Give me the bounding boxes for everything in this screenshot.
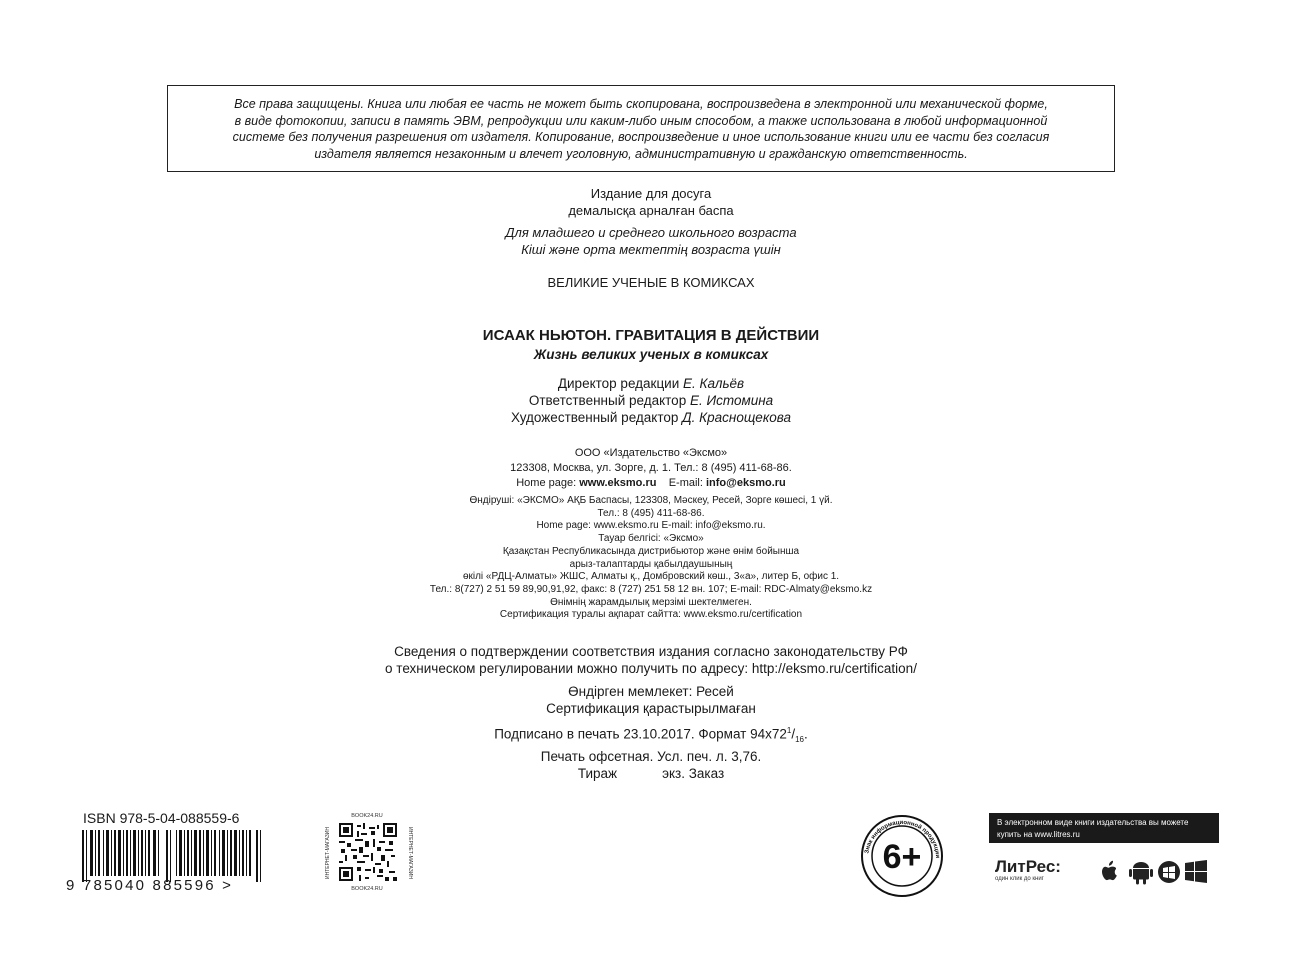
age-rating-badge [852, 810, 952, 898]
litres-promo[interactable] [989, 813, 1219, 893]
litres-banner [989, 813, 1219, 843]
publisher-contacts: Home page: www.eksmo.ru E-mail: info@eksmo.ru [516, 477, 786, 489]
age-group [0, 225, 1302, 258]
age-rating-label: 6+ [882, 838, 922, 876]
origin-country: Өндірген мемлекет: Ресей [568, 684, 734, 699]
kz-line: Home page: www.eksmo.ru E-mail: info@eksmo.ru. [536, 520, 766, 532]
qr-top-label: BOOK24.RU [351, 813, 383, 819]
kz-line: Өнімнің жарамдылық мерзімі шектелмеген. [550, 596, 752, 608]
notice-line: в виде фотокопии, записи в память ЭВМ, репродукции или каким-либо иным способом, а также использована в любой информационной [234, 113, 1048, 128]
qr-bottom-label: BOOK24.RU [351, 886, 383, 892]
kz-line: Сертификация туралы ақпарат сайтта: www.eksmo.ru/certification [499, 609, 803, 621]
credit-line: Художественный редактор Д. Краснощекова [511, 410, 791, 425]
qr-code-icon[interactable] [339, 822, 397, 882]
barcode-icon [82, 830, 262, 882]
edition-ru: Издание для досуга [590, 186, 712, 201]
litres-banner-line: купить на www.litres.ru [997, 830, 1080, 839]
publisher-name: ООО «Издательство «Эксмо» [574, 447, 728, 459]
edition-type [0, 186, 1302, 219]
age-ru: Для младшего и среднего школьного возраста [505, 225, 797, 240]
compliance-line: о техническом регулировании можно получить по адресу: http://eksmo.ru/certification/ [385, 661, 917, 676]
email-link: info@eksmo.ru [705, 477, 786, 489]
age-ring-text: Знак информационной продукции [864, 819, 941, 859]
litres-logo[interactable]: ЛитРес: [995, 857, 1061, 876]
isbn-label: ISBN 978-5-04-088559-6 [83, 810, 240, 826]
compliance-line: Сведения о подтверждении соответствия издания согласно законодательству РФ [394, 644, 908, 659]
print-run: Тираж экз. Заказ [577, 766, 725, 782]
kz-publisher-block [0, 495, 1302, 622]
age-kz: Кіші және орта мектептің возраста үшін [521, 241, 781, 257]
kz-line: өкілі «РДЦ-Алматы» ЖШС, Алматы қ., Домбровский көш., 3«а», литер Б, офис 1. [462, 571, 840, 583]
credits [0, 375, 1302, 426]
kz-line: Өндіруші: «ЭКСМО» АҚБ Баспасы, 123308, Мәскеу, Ресей, Зорге көшесі, 1 үй. [469, 495, 833, 506]
kz-line: Тауар белгісі: «Эксмо» [598, 533, 704, 545]
qr-block[interactable] [322, 810, 412, 894]
android-icon [1129, 862, 1153, 885]
book-title-block [0, 326, 1302, 364]
notice-line: Все права защищены. Книга или любая ее часть не может быть скопирована, воспроизведена в электронной или механической форме, [234, 97, 1048, 111]
edition-kz: демалысқа арналған баспа [568, 202, 734, 218]
notice-line: издателя является незаконным и влечет уголовную, административную и гражданскую ответственность. [314, 146, 968, 161]
kz-line: Тел.: 8 (495) 411-68-86. [597, 507, 705, 519]
litres-banner-line: В электронном виде книги издательства вы можете [997, 818, 1189, 827]
credit-line: Ответственный редактор Е. Истомина [528, 393, 774, 408]
compliance-info [0, 643, 1302, 677]
print-info [0, 722, 1302, 782]
apple-icon [1102, 861, 1117, 880]
windows-icon [1185, 860, 1207, 883]
windows-phone-icon [1158, 861, 1180, 883]
publisher-info [0, 446, 1302, 491]
notice-line: системе без получения разрешения от издателя. Копирование, воспроизведение и иное использование книги или ее части без согласия [232, 130, 1050, 144]
kz-line: Қазақстан Республикасында дистрибьютор және өнім бойынша [502, 545, 800, 557]
qr-side-label: ИНТЕРНЕТ-МАГАЗИН [324, 827, 331, 879]
barcode-digits: 9 785040 885596 > [66, 877, 234, 894]
credit-line: Директор редакции Е. Кальёв [557, 376, 745, 391]
litres-tagline: один клик до книг [995, 876, 1044, 882]
copyright-notice [167, 85, 1115, 172]
publisher-address: 123308, Москва, ул. Зорге, д. 1. Тел.: 8 (495) 411-68-86. [510, 462, 792, 474]
book-title: ИСААК НЬЮТОН. ГРАВИТАЦИЯ В ДЕЙСТВИИ [482, 327, 820, 344]
isbn-block [83, 810, 283, 828]
print-signed: Подписано в печать 23.10.2017. Формат $94x72^1/_{16}$. [494, 726, 808, 745]
print-offset: Печать офсетная. Усл. печ. л. 3,76. [540, 749, 762, 765]
kz-line: Тел.: 8(727) 2 51 59 89,90,91,92, факс: 8 (727) 251 58 12 вн. 107; E-mail: RDC-Almaty@eksmo.kz [429, 583, 873, 595]
series-name: ВЕЛИКИЕ УЧЕНЫЕ В КОМИКСАХ [547, 275, 755, 290]
book-subtitle: Жизнь великих ученых в комиксах [533, 347, 769, 362]
certification-note: Сертификация қарастырылмаған [546, 701, 756, 716]
homepage-link: www.eksmo.ru [579, 477, 657, 489]
platform-icons [1099, 857, 1214, 887]
qr-side-label: ИНТЕРНЕТ-МАГАЗИН [406, 827, 413, 879]
kz-line: арыз-талаптарды қабылдаушының [569, 558, 733, 570]
origin-info [0, 683, 1302, 717]
